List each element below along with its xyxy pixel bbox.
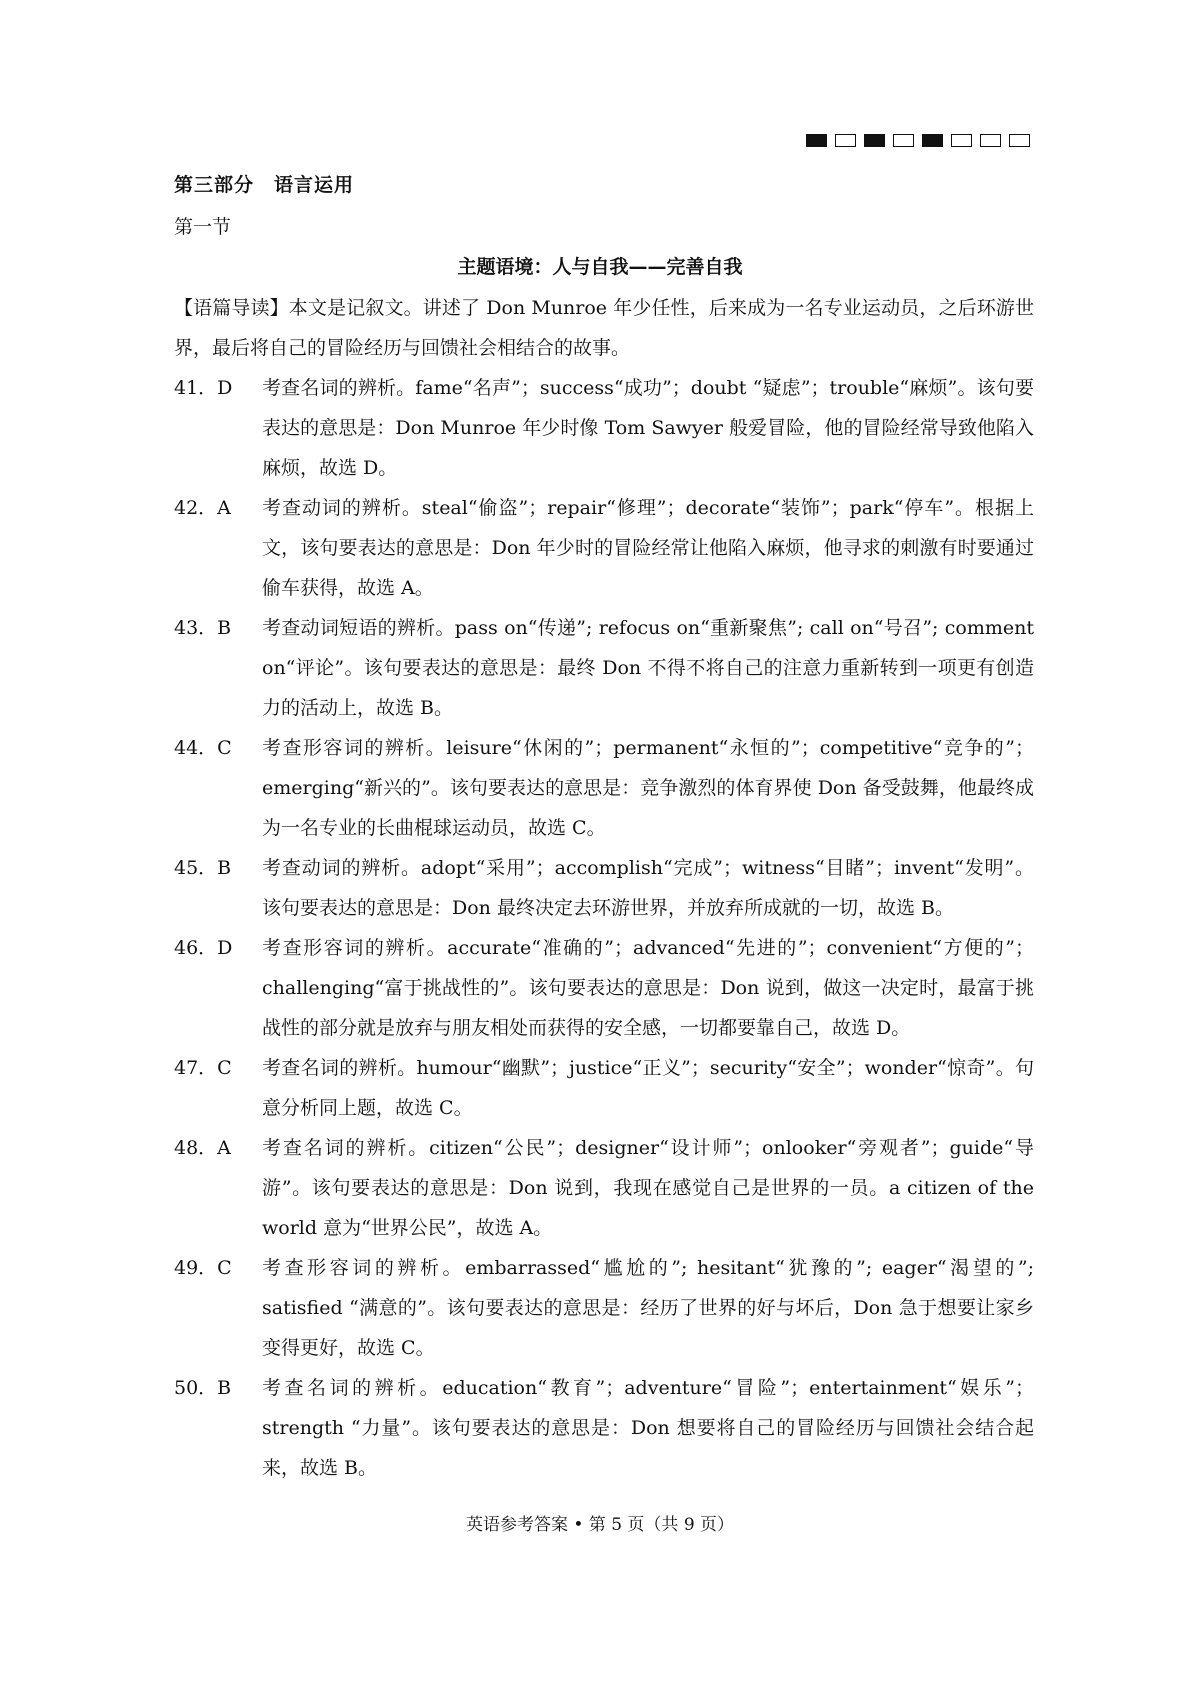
page-marker [806,134,827,147]
answer-item [174,1368,1034,1488]
answer-explanation: 考查名词的辨析。citizen“公民”；designer“设计师”；onlooker“旁观者”；guide“导游”。该句要表达的意思是：Don 说到，我现在感觉自己是世界的一员。a citizen of the world 意为“世界公民”，故选 A。 [262,1137,1034,1239]
answer-explanation: 考查动词的辨析。steal“偷盗”；repair“修理”；decorate“装饰”；park“停车”。根据上文，该句要表达的意思是：Don 年少时的冒险经常让他陷入麻烦，他寻求的刺激有时要通过偷车获得，故选 A。 [262,497,1034,599]
answer-item [174,1128,1034,1248]
answer-explanation: 考查名词的辨析。humour“幽默”；justice“正义”；security“安全”；wonder“惊奇”。句意分析同上题，故选 C。 [262,1057,1034,1119]
page-marker-row [806,134,1030,147]
page-marker [980,134,1001,147]
answer-number: 50．B [174,1377,232,1399]
theme-heading: 主题语境：人与自我——完善自我 [457,256,743,278]
answer-item [174,1048,1034,1128]
answer-number: 47．C [174,1057,232,1079]
page-marker [893,134,914,147]
answer-explanation: 考查名词的辨析。education“教育”；adventure“冒险”；entertainment“娱乐”；strength “力量”。该句要表达的意思是：Don 想要将自己的冒险经历与回馈社会结合起来，故选 B。 [262,1377,1034,1479]
page-marker [951,134,972,147]
answer-item [174,728,1034,848]
answer-item [174,1248,1034,1368]
answer-number: 45．B [174,857,232,879]
answer-item [174,848,1034,928]
answer-explanation: 考查形容词的辨析。leisure“休闲的”；permanent“永恒的”；competitive“竞争的”；emerging“新兴的”。该句要表达的意思是：竞争激烈的体育界使 Don 备受鼓舞，他最终成为一名专业的长曲棍球运动员，故选 C。 [262,737,1034,839]
answer-number: 42．A [174,497,231,519]
answer-number: 48．A [174,1137,231,1159]
page-marker [835,134,856,147]
page-footer: 英语参考答案 • 第 5 页（共 9 页） [465,1515,735,1535]
answer-list [174,368,1034,1488]
section-title: 第三部分 语言运用 [174,174,355,196]
page-marker [922,134,943,147]
answer-number: 43．B [174,617,232,639]
answer-item [174,608,1034,728]
answer-number: 46．D [174,937,233,959]
subsection-title: 第一节 [174,216,232,238]
answer-explanation: 考查形容词的辨析。accurate“准确的”；advanced“先进的”；convenient“方便的”；challenging“富于挑战性的”。该句要表达的意思是：Don 说到，做这一决定时，最富于挑战性的部分就是放弃与朋友相处而获得的安全感，一切都要靠自己，故选 D。 [262,937,1034,1039]
answer-explanation: 考查动词的辨析。adopt“采用”；accomplish“完成”；witness“目睹”；invent“发明”。该句要表达的意思是：Don 最终决定去环游世界，并放弃所成就的一切，故选 B。 [262,857,1034,919]
page-marker [864,134,885,147]
answer-number: 41．D [174,377,233,399]
answer-explanation: 考查形容词的辨析。embarrassed“尴尬的”; hesitant“犹豫的”; eager“渴望的”; satisfied “满意的”。该句要表达的意思是：经历了世界的好与坏后，Don 急于想要让家乡变得更好，故选 C。 [262,1257,1034,1359]
answer-item [174,488,1034,608]
answer-item [174,368,1034,488]
answer-explanation: 考查动词短语的辨析。pass on“传递”; refocus on“重新聚焦”; call on“号召”; comment on“评论”。该句要表达的意思是：最终 Don 不得不将自己的注意力重新转到一项更有创造力的活动上，故选 B。 [262,617,1034,719]
answer-explanation: 考查名词的辨析。fame“名声”；success“成功”；doubt “疑虑”；trouble“麻烦”。该句要表达的意思是：Don Munroe 年少时像 Tom Sawyer 般爱冒险，他的冒险经常导致他陷入麻烦，故选 D。 [262,377,1034,479]
answer-number: 49．C [174,1257,232,1279]
answer-number: 44．C [174,737,232,759]
answer-item [174,928,1034,1048]
passage-intro: 【语篇导读】本文是记叙文。讲述了 Don Munroe 年少任性，后来成为一名专业运动员，之后环游世界，最后将自己的冒险经历与回馈社会相结合的故事。 [174,297,1034,359]
page-marker [1009,134,1030,147]
